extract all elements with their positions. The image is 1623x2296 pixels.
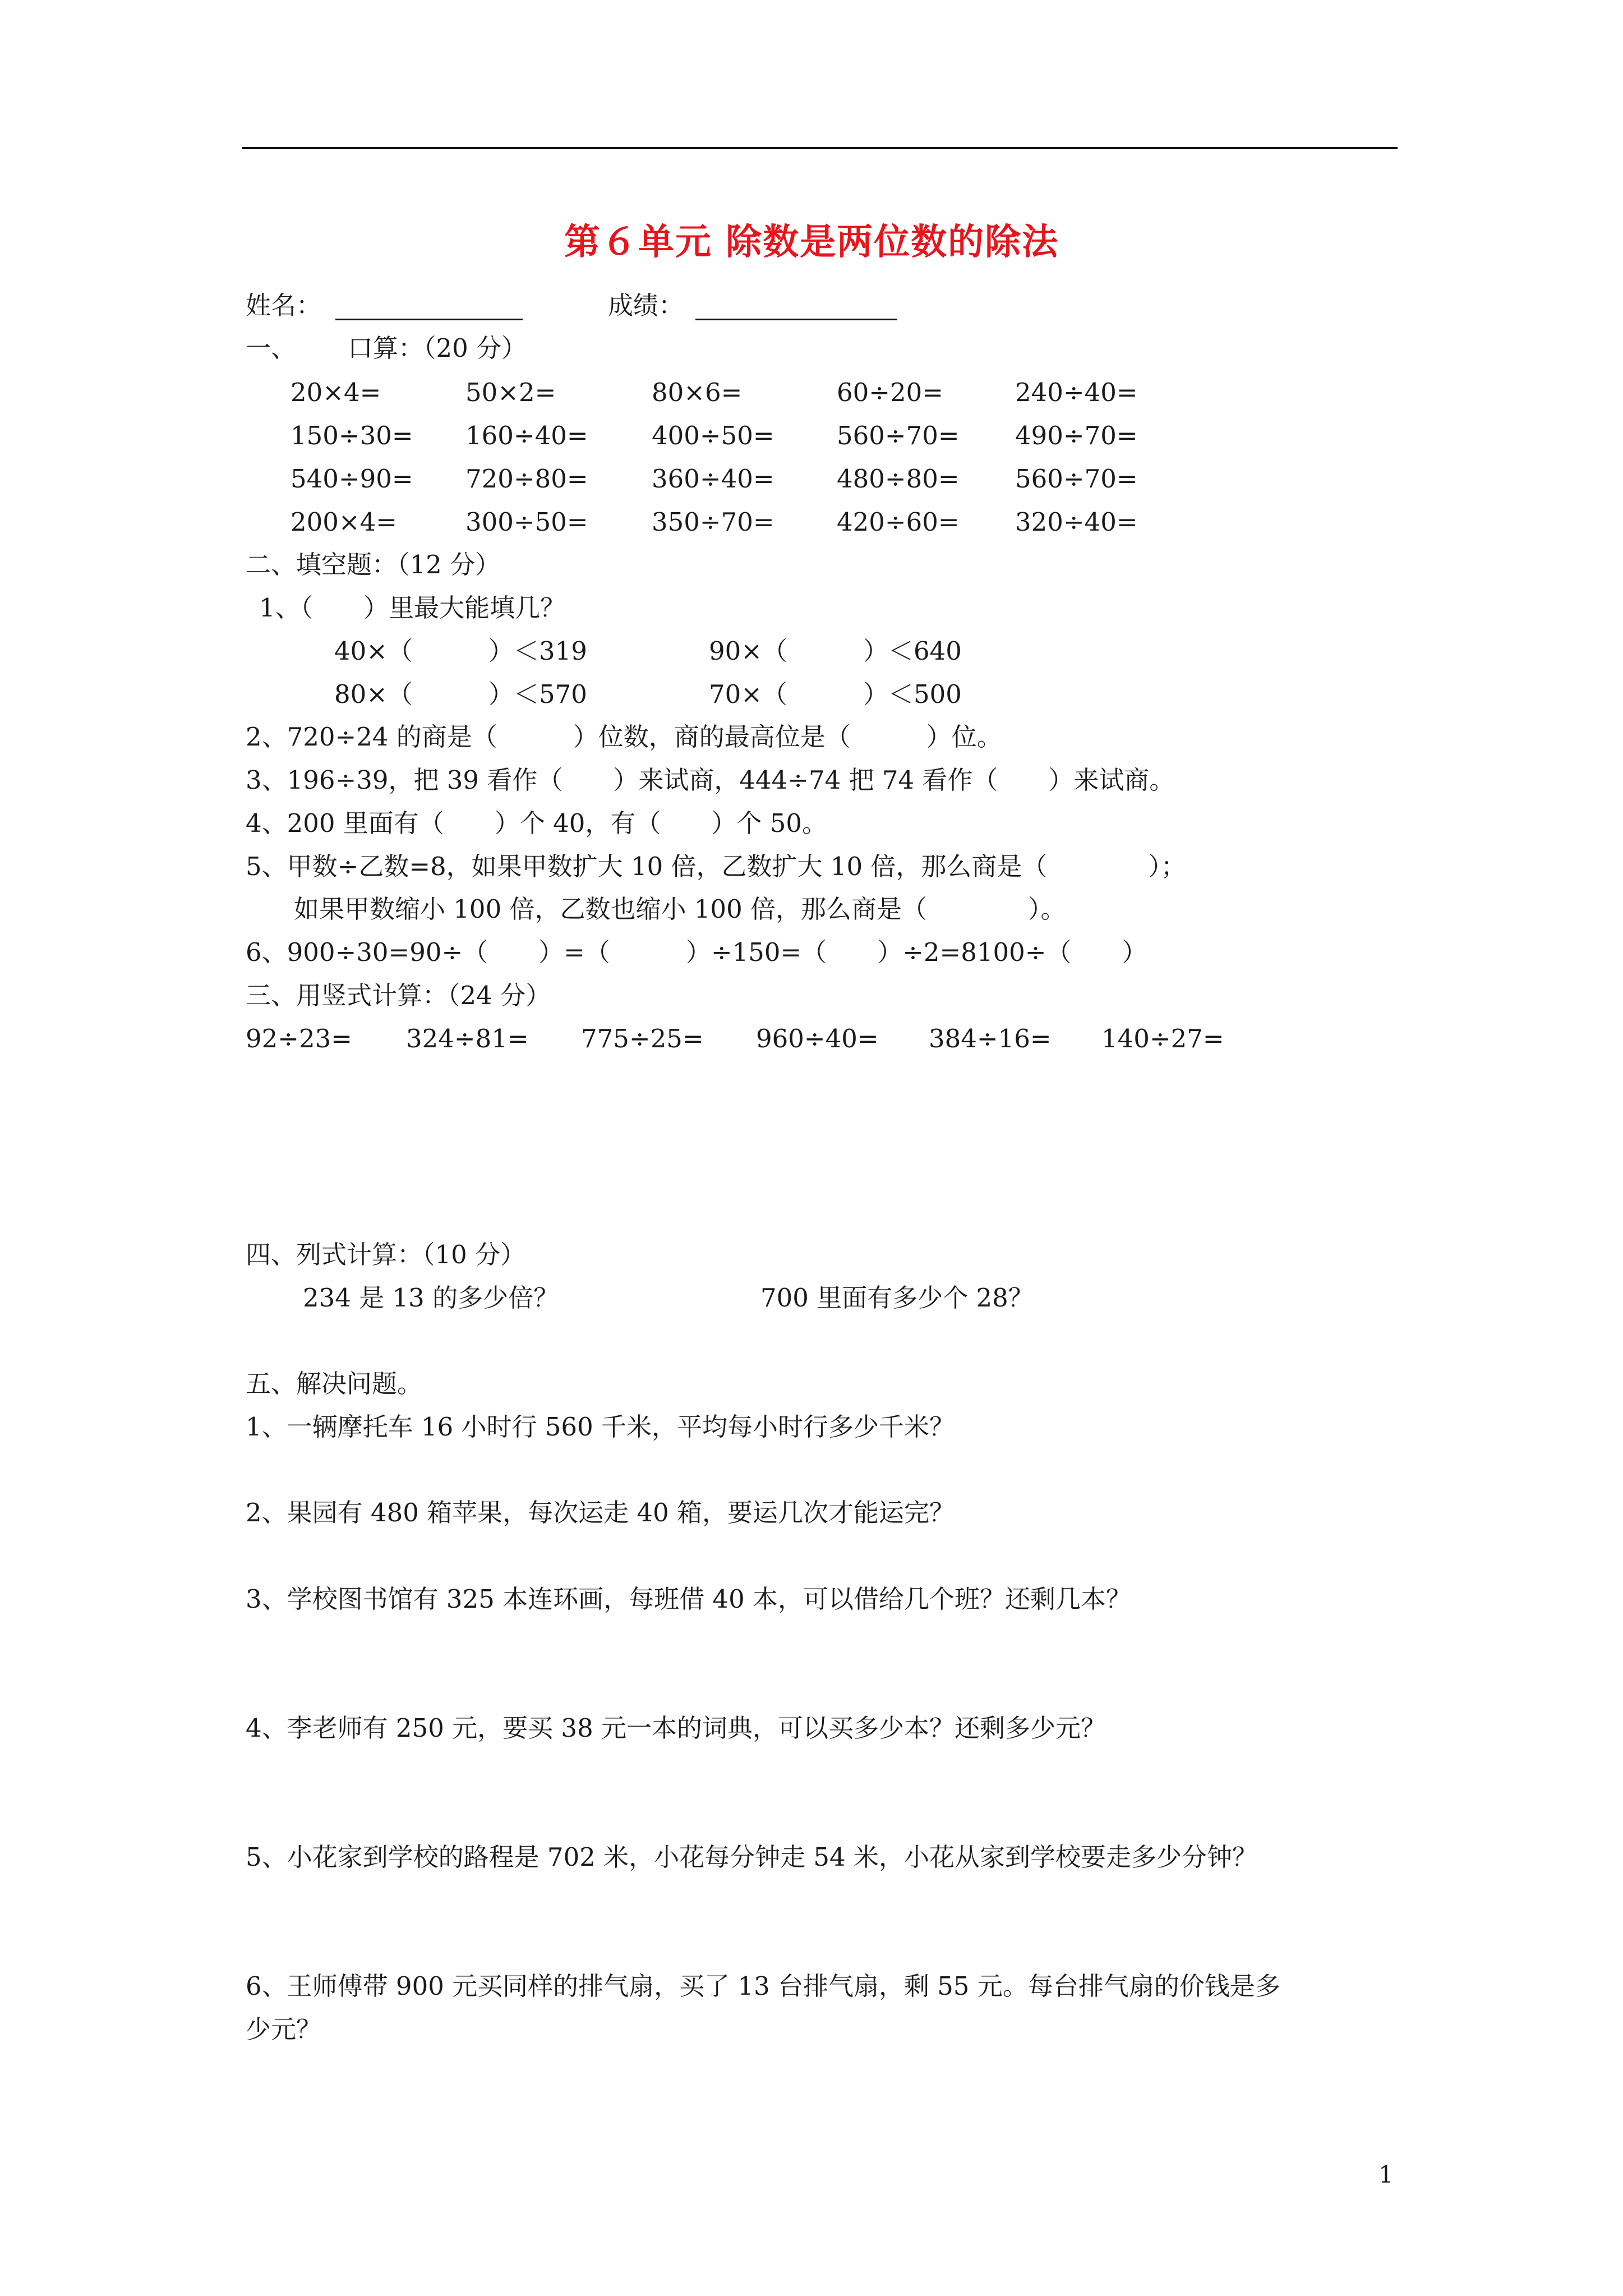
problem-5: 5、小花家到学校的路程是 702 米，小花每分钟走 54 米，小花从家到学校要走多少分钟？: [246, 1842, 1258, 1872]
mental-math-item: 240÷40=: [1015, 378, 1138, 407]
mental-math-item: 400÷50=: [652, 421, 774, 450]
mental-math-item: 480÷80=: [837, 464, 960, 494]
mental-math-item: 300÷50=: [465, 507, 588, 537]
fill-q1-item: 90×（ ）＜640: [709, 636, 962, 666]
fill-q1: 1、（ ）里最大能填几？: [259, 593, 566, 623]
mental-math-item: 320÷40=: [1015, 507, 1138, 537]
written-calc-item: 700 里面有多少个 28？: [760, 1283, 1034, 1313]
mental-math-item: 490÷70=: [1015, 421, 1138, 450]
fill-q5-line2: 如果甲数缩小 100 倍，乙数也缩小 100 倍，那么商是（ ）。: [294, 894, 1066, 924]
page-number: 1: [1378, 2161, 1394, 2188]
mental-math-item: 560÷70=: [1015, 464, 1138, 494]
vertical-calc-item: 324÷81=: [406, 1024, 529, 1053]
sec5-heading: 五、解决问题。: [246, 1369, 423, 1398]
mental-math-item: 50×2=: [465, 378, 556, 407]
vertical-calc-item: 92÷23=: [246, 1024, 352, 1053]
mental-math-item: 420÷60=: [837, 507, 960, 537]
sec4-heading: 四、列式计算：（10 分）: [246, 1240, 526, 1269]
problem-6-line1: 6、王师傅带 900 元买同样的排气扇，买了 13 台排气扇，剩 55 元。每台排气扇的价钱是多: [246, 1971, 1280, 2001]
fill-q1-item: 70×（ ）＜500: [709, 679, 962, 709]
vertical-calc-item: 140÷27=: [1101, 1024, 1224, 1053]
mental-math-item: 150÷30=: [291, 421, 413, 450]
header-rule: [242, 147, 1398, 149]
fill-q2: 2、720÷24 的商是（ ）位数，商的最高位是（ ）位。: [246, 722, 1002, 752]
page-title: 第６单元 除数是两位数的除法: [564, 221, 1059, 263]
problem-4: 4、李老师有 250 元，要买 38 元一本的词典，可以买多少本？还剩多少元？: [246, 1713, 1106, 1743]
mental-math-item: 200×4=: [291, 507, 397, 537]
mental-math-item: 560÷70=: [837, 421, 960, 450]
mental-math-item: 20×4=: [291, 378, 381, 407]
name-blank[interactable]: [335, 319, 523, 320]
problem-3: 3、学校图书馆有 325 本连环画，每班借 40 本，可以借给几个班？还剩几本？: [246, 1584, 1132, 1614]
mental-math-item: 350÷70=: [652, 507, 774, 537]
sec2-heading: 二、填空题：（12 分）: [246, 550, 501, 579]
mental-math-item: 60÷20=: [837, 378, 943, 407]
sec3-heading: 三、用竖式计算：（24 分）: [246, 981, 551, 1010]
problem-1: 1、一辆摩托车 16 小时行 560 千米，平均每小时行多少千米？: [246, 1412, 955, 1442]
mental-math-item: 80×6=: [652, 378, 743, 407]
vertical-calc-item: 775÷25=: [581, 1024, 704, 1053]
mental-math-item: 540÷90=: [291, 464, 413, 494]
score-blank[interactable]: [695, 319, 897, 320]
mental-math-item: 720÷80=: [465, 464, 588, 494]
written-calc-item: 234 是 13 的多少倍？: [303, 1283, 559, 1313]
score-label: 成绩：: [608, 291, 684, 320]
problem-2: 2、果园有 480 箱苹果，每次运走 40 箱，要运几次才能运完？: [246, 1498, 955, 1527]
mental-math-item: 160÷40=: [465, 421, 588, 450]
problem-6-line2: 少元？: [246, 2014, 322, 2044]
fill-q3: 3、196÷39，把 39 看作（ ）来试商，444÷74 把 74 看作（ ）来试商。: [246, 765, 1175, 795]
fill-q5-line1: 5、甲数÷乙数=8，如果甲数扩大 10 倍，乙数扩大 10 倍，那么商是（ ）；: [246, 852, 1186, 881]
mental-math-item: 360÷40=: [652, 464, 774, 494]
sec1-heading: 口算：（20 分）: [348, 333, 527, 363]
name-label: 姓名：: [246, 291, 322, 320]
fill-q4: 4、200 里面有（ ）个 40，有（ ）个 50。: [246, 808, 827, 838]
fill-q1-item: 40×（ ）＜319: [334, 636, 587, 666]
fill-q1-item: 80×（ ）＜570: [334, 679, 587, 709]
vertical-calc-item: 384÷16=: [929, 1024, 1052, 1053]
fill-q6: 6、900÷30=90÷（ ）=（ ）÷150=（ ）÷2=8100÷（ ）: [246, 937, 1147, 967]
vertical-calc-item: 960÷40=: [756, 1024, 879, 1053]
sec1-heading-num: 一、: [246, 333, 297, 363]
